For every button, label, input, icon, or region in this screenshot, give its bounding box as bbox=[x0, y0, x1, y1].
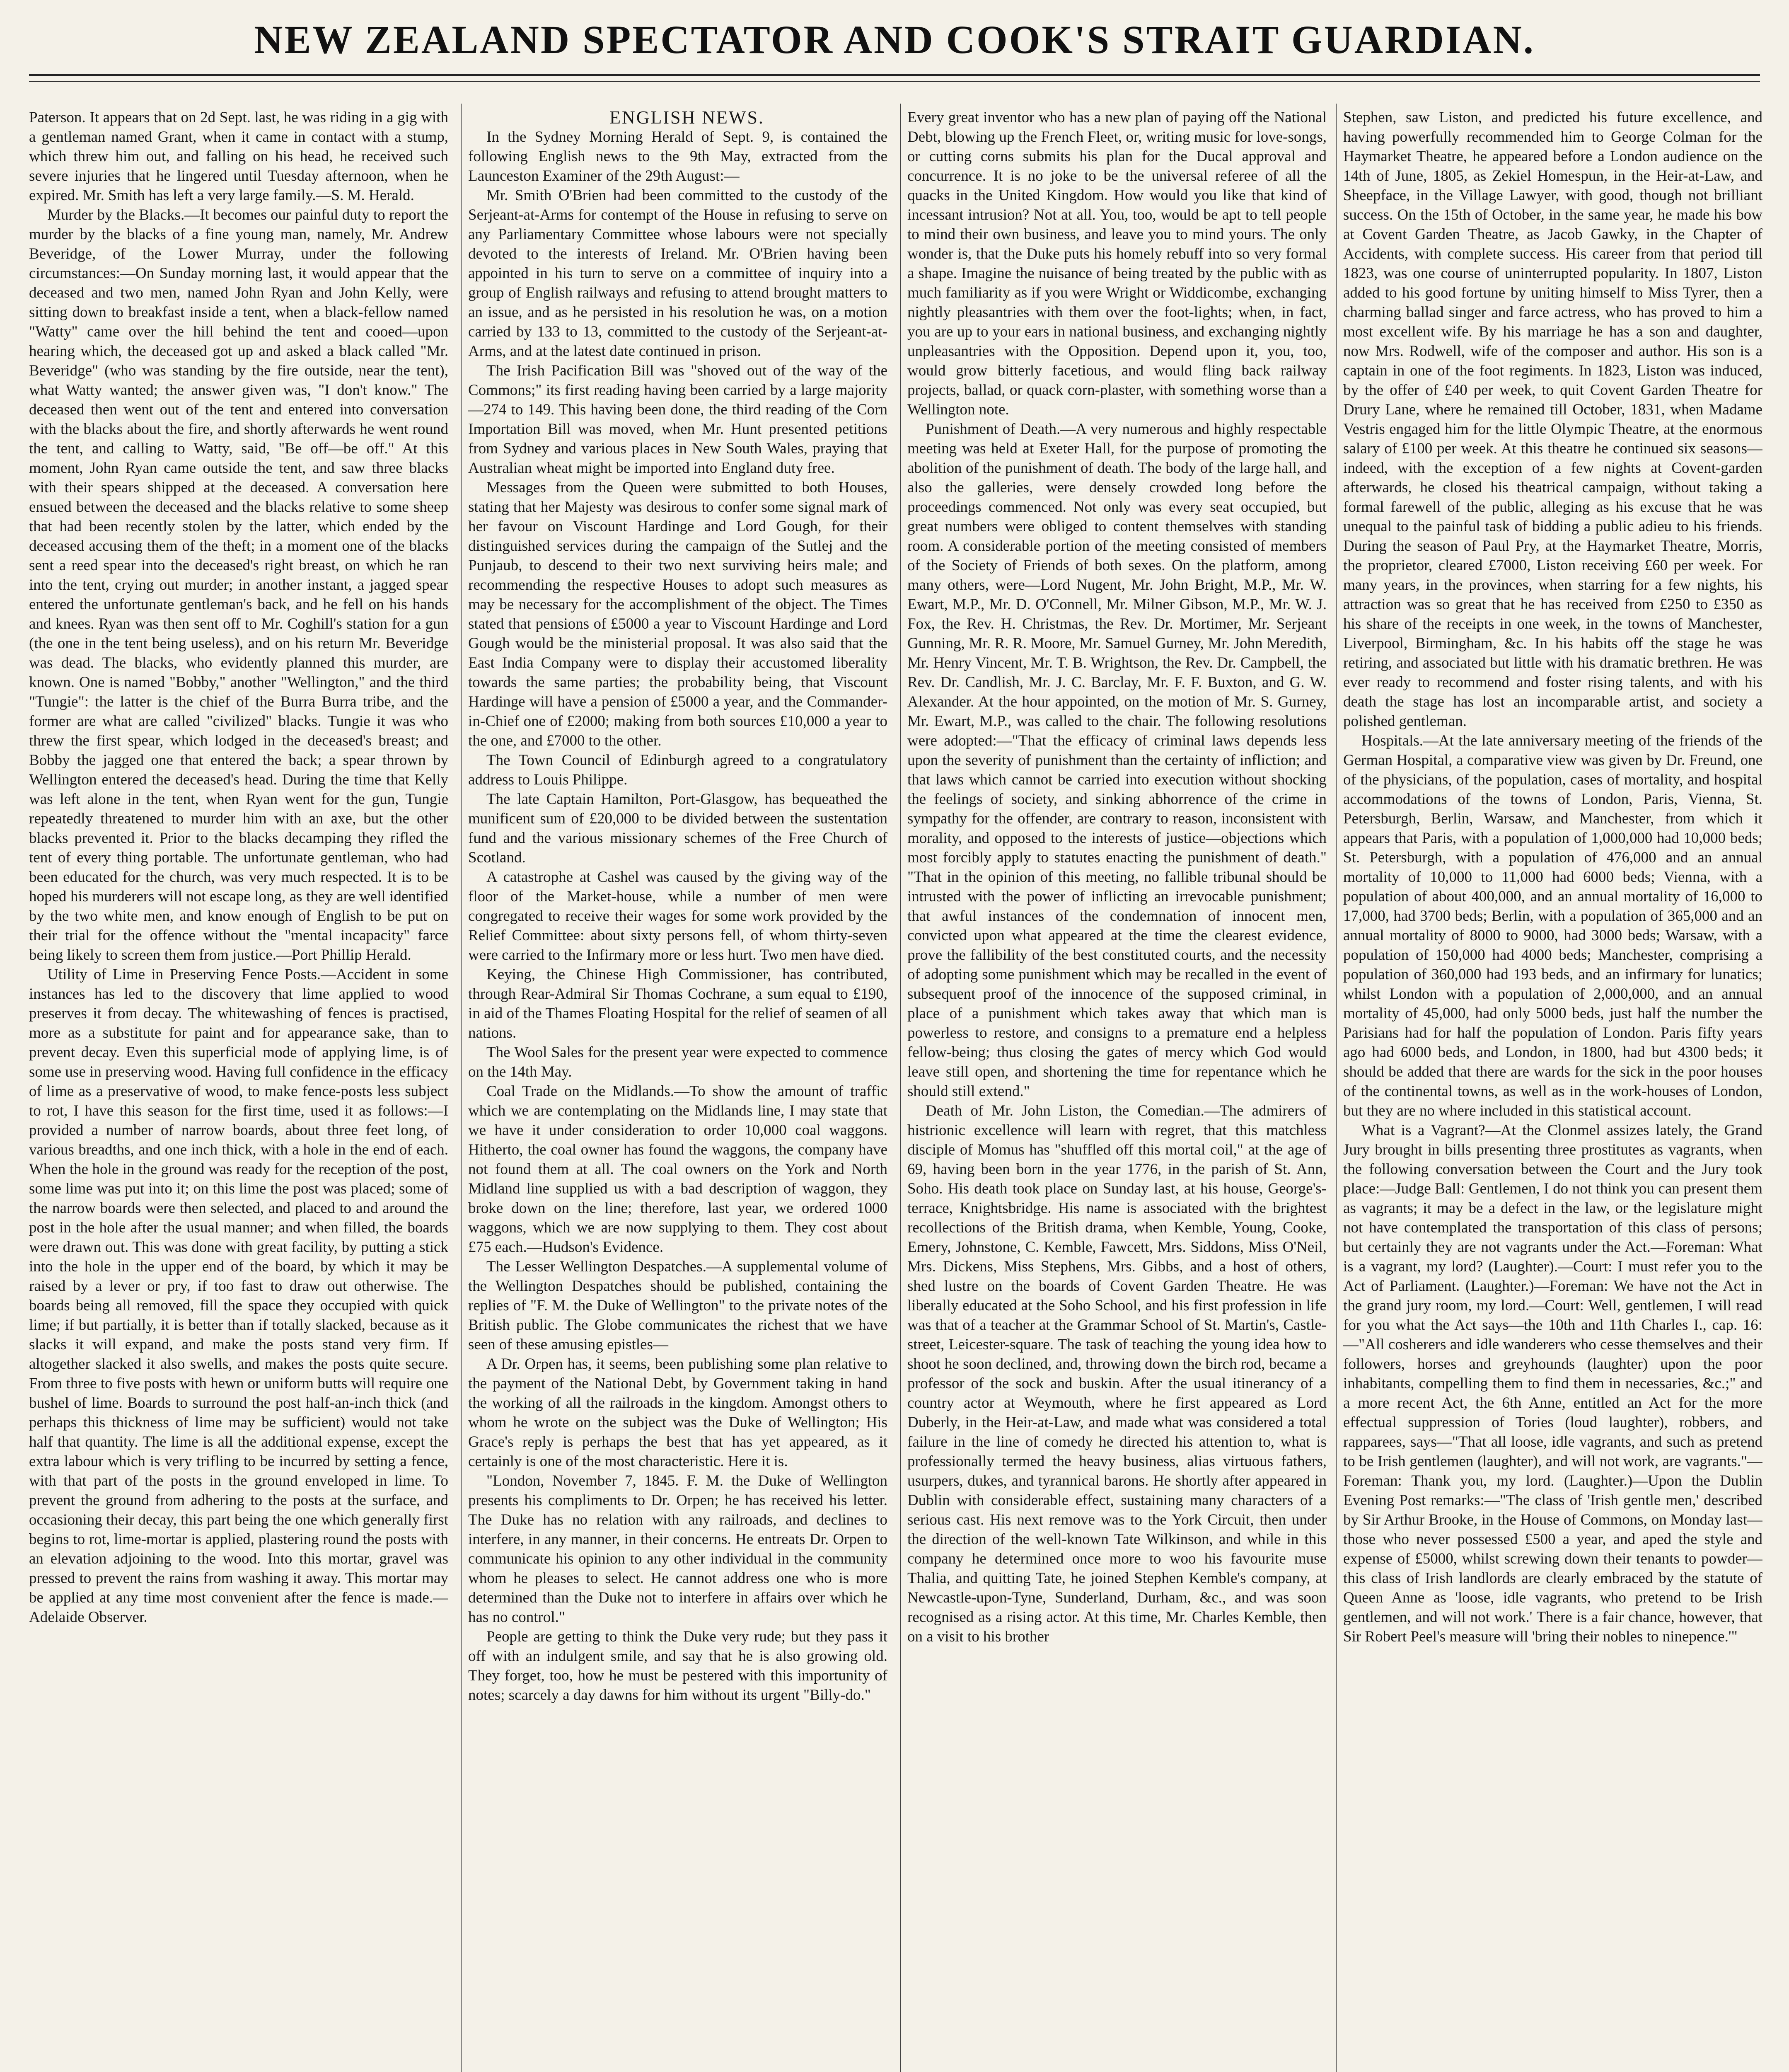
masthead-title: NEW ZEALAND SPECTATOR AND COOK'S STRAIT GUARDIAN. bbox=[254, 17, 1535, 62]
masthead-rule bbox=[29, 74, 1760, 76]
column-divider bbox=[1336, 104, 1337, 2072]
article-quoted-letter: "London, November 7, 1845. F. M. the Duke of Wellington presents his compliments to Dr. Orpen; he has received his letter. The Duke has no relation with any railroads, and declines to interfere, in any manner, in their concerns. He entreats Dr. Orpen to communicate his opinion to any other individual in the community whom he pleases to select. He cannot address one who is more determined than the Duke not to interfere in affairs over which he has no control." bbox=[468, 1472, 887, 1626]
article-paragraph: Paterson. It appears that on 2d Sept. last, he was riding in a gig with a gentleman named Grant, when it came in contact with a stump, which threw him out, and falling on his head, he received such severe injuries that he lingered until Tuesday afternoon, when he expired. Mr. Smith has left a very large family.—S. M. Herald. bbox=[29, 109, 448, 204]
article-coal-trade: Coal Trade on the Midlands.—To show the amount of traffic which we are contemplating on the Midlands line, I may state that we have it under consideration to order 10,000 coal waggons. Hitherto, the coal owner has found the waggons, the company have not found them at all. The coal owners on the York and North Midland line supplied us with a bad description of waggon, they broke down on the line; therefore, last year, we ordered 1000 waggons, which we are now supplying to them. They cost about £75 each.—Hudson's Evidence. bbox=[468, 1083, 887, 1256]
article-murder-by-the-blacks: Murder by the Blacks.—It becomes our painful duty to report the murder by the blacks of a fine young man, namely, Mr. Andrew Beveridge, of the Lower Murray, under the following circumstances:—On Sunday morning last, it would appear that the deceased and two men, named John Ryan and John Kelly, were sitting down to breakfast inside a tent, when a black-fellow named "Watty" came over the hill behind the tent and cooed—upon hearing which, the deceased got up and asked a black called "Mr. Beveridge" (who was standing by the fire outside, near the tent), what Watty wanted; the answer given was, "I don't know." The deceased then went out of the tent and entered into conversation with the blacks about the fire, and shortly afterwards he went round the tent, and calling to Watty, said, "Be off—be off." At this moment, John Ryan came outside the tent, and saw three blacks with their spears shipped at the deceased. A conversation here ensued between the deceased and the blacks relative to some sheep that had been recently stolen by the latter, which ended by the deceased accusing them of the theft; in a moment one of the blacks sent a reed spear into the deceased's right breast, on which he ran into the tent, crying out murder; in another instant, a jagged spear entered the unfortunate gentleman's back, and he fell on his hands and knees. Ryan was then sent off to Mr. Coghill's station for a gun (the one in the tent being useless), and on his return Mr. Beveridge was dead. The blacks, who evidently planned this murder, are known. One is named "Bobby," another "Wellington," and the third "Tungie": the latter is the chief of the Burra Burra tribe, and the former are what are called "civilized" blacks. Tungie it was who threw the first spear, which lodged in the deceased's breast; and Bobby the jagged one that entered the back; a spear thrown by Wellington entered the deceased's head. During the time that Kelly was left alone in the tent, when Ryan went for the gun, Tungie repeatedly threatened to murder him with an axe, but the other blacks prevented it. Prior to the blacks decamping they rifled the tent of every thing portable. The unfortunate gentleman, who had been educated for the church, was very much respected. It is to be hoped his murderers will not escape long, as they are well identified by the two white men, and know enough of English to be put on their trial for the offence without the "mental incapacity" farce being likely to screen them from justice.—Port Phillip Herald. bbox=[29, 206, 448, 963]
column-3 bbox=[907, 108, 1327, 2072]
article-paragraph: Messages from the Queen were submitted to both Houses, stating that her Majesty was desirous to confer some signal mark of her favour on Viscount Hardinge and Lord Gough, for their distinguished services during the campaign of the Sutlej and the Punjaub, to descend to their two next surviving heirs male; and recommending the respective Houses to adopt such measures as may be necessary for the accomplishment of the object. The Times stated that pensions of £5000 a year to Viscount Hardinge and Lord Gough would be the ministerial proposal. It was also said that the East India Company were to display their accustomed liberality towards the same parties; the probability being, that Viscount Hardinge will have a pension of £5000 a year, and the Commander-in-Chief one of £2000; making from both sources £10,000 a year to the one, and £7000 to the other. bbox=[468, 479, 887, 749]
column-divider bbox=[900, 104, 901, 2072]
article-paragraph: In the Sydney Morning Herald of Sept. 9, is contained the following English news to the 9th May, extracted from the Launceston Examiner of the 29th August:— bbox=[468, 128, 887, 184]
article-paragraph: Keying, the Chinese High Commissioner, has contributed, through Rear-Admiral Sir Thomas Cochrane, a sum equal to £190, in aid of the Thames Floating Hospital for the relief of seamen of all nations. bbox=[468, 966, 887, 1041]
column-4 bbox=[1343, 108, 1762, 2072]
section-title-english-news: ENGLISH NEWS. bbox=[609, 108, 764, 128]
column-2 bbox=[468, 108, 887, 2072]
article-paragraph: Every great inventor who has a new plan of paying off the National Debt, blowing up the French Fleet, or, writing music for love-songs, or cutting corns submits his plan for the Ducal approval and concurrence. It is no joke to be the universal referee of all the quacks in the United Kingdom. How would you like that kind of incessant intrusion? Not at all. You, too, would be apt to tell people to mind their own business, and leave you to mind yours. The only wonder is, that the Duke puts his homely rebuff into so very formal a shape. Imagine the nuisance of being treated by the public with as much familiarity as if you were Wright or Widdicombe, exchanging nightly pleasantries with them over the foot-lights; when, in fact, you are up to your ears in national business, and exchanging nightly unpleasantries with the Opposition. Depend upon it, you, too, would grow bitterly facetious, and would fling back railway projects, ballad, or quack corn-plaster, with something worse than a Wellington note. bbox=[907, 109, 1327, 418]
article-wellington-despatches: The Lesser Wellington Despatches.—A supplemental volume of the Wellington Despatches should be published, containing the replies of "F. M. the Duke of Wellington" to the private notes of the British public. The Globe communicates the richest that we have seen of these amusing epistles— bbox=[468, 1258, 887, 1353]
column-1 bbox=[29, 108, 448, 2072]
article-paragraph: The Town Council of Edinburgh agreed to a congratulatory address to Louis Philippe. bbox=[468, 752, 887, 788]
article-utility-of-lime: Utility of Lime in Preserving Fence Posts.—Accident in some instances has led to the discovery that lime applied to wood preserves it from decay. The whitewashing of fences is practised, more as a substitute for paint and for appearance sake, than to prevent decay. Even this superficial mode of applying lime, is of some use in preserving wood. Having full confidence in the efficacy of lime as a preservative of wood, to make fence-posts less subject to rot, I have this season for the first time, used it as follows:—I provided a number of narrow boards, about three feet long, of various breadths, and one inch thick, with a hole in the end of each. When the hole in the ground was ready for the reception of the post, some lime was put into it; on this lime the post was placed; some of the narrow boards were then selected, and placed to and around the post in the hole after the usual manner; and when filled, the boards were drawn out. This was done with great facility, by putting a stick into the hole in the upper end of the board, by which it may be raised by a lever or pry, if too fast to draw out otherwise. The boards being all removed, fill the space they occupied with quick lime; if but partially, it is better than if totally slacked, because as it slacks it will expand, and make the posts stand very firm. If altogether slacked it also swells, and makes the posts quite secure. From three to five posts with hewn or uniform butts will require one bushel of lime. Boards to surround the post half-an-inch thick (and perhaps this thickness of lime may be sufficient) would not take half that quantity. The lime is all the additional expense, except the extra labour which is very trifling to be incurred by setting a fence, with that part of the posts in the ground enveloped in lime. To prevent the ground from adhering to the posts at the surface, and occasioning their decay, this part being the one which generally first begins to rot, lime-mortar is applied, plastering round the posts with an elevation adjoining to the wood. Into this mortar, gravel was pressed to prevent the rains from washing it away. This mortar may be applied at any time most convenient after the fence is made.—Adelaide Observer. bbox=[29, 966, 448, 1626]
masthead-rule-thin bbox=[29, 81, 1760, 82]
column-divider bbox=[461, 104, 462, 2072]
article-paragraph: People are getting to think the Duke very rude; but they pass it off with an indulgent smile, and say that he is also growing old. They forget, too, how he must be pestered with this importunity of notes; scarcely a day dawns for him without its urgent "Billy-do." bbox=[468, 1628, 887, 1704]
article-paragraph: The Irish Pacification Bill was "shoved out of the way of the Commons;" its first reading having been carried by a large majority—274 to 149. This having been done, the third reading of the Corn Importation Bill was moved, when Mr. Hunt presented petitions from Sydney and various places in New South Wales, praying that Australian wheat might be imported into England duty free. bbox=[468, 362, 887, 477]
article-paragraph: The late Captain Hamilton, Port-Glasgow, has bequeathed the munificent sum of £20,000 to be divided between the sustentation fund and the various missionary schemes of the Free Church of Scotland. bbox=[468, 791, 887, 866]
article-hospitals: Hospitals.—At the late anniversary meeting of the friends of the German Hospital, a comparative view was given by Dr. Freund, one of the physicians, of the population, cases of mortality, and hospital accommodations of the towns of London, Paris, Vienna, St. Petersburgh, Berlin, Warsaw, and Manchester, from which it appears that Paris, with a population of 1,000,000 had 10,000 beds; St. Petersburgh, with a population of 476,000 and an annual mortality of 10,000 to 11,000 had 6000 beds; Vienna, with a population of about 400,000, and an annual mortality of 16,000 to 17,000, had 3700 beds; Berlin, with a population of 365,000 and an annual mortality of 8000 to 9000, had 3000 beds; Warsaw, with a population of 150,000 had 4000 beds; Manchester, comprising a population of 360,000 had 193 beds, and an infirmary for lunatics; whilst London with a population of 2,000,000, and an annual mortality of 45,000, had only 5000 beds, just half the number the Parisians had for half the population of London. Paris fifty years ago had 6000 beds, and London, in 1800, had but 4300 beds; it should be added that there are wards for the sick in the poor houses of the continental towns, as well as in the work-houses of London, but they are no where included in this statistical account. bbox=[1343, 732, 1762, 1119]
article-death-of-liston: Death of Mr. John Liston, the Comedian.—The admirers of histrionic excellence will learn with regret, that this matchless disciple of Momus has "shuffled off this mortal coil," at the age of 69, having been born in the year 1776, in the parish of St. Ann, Soho. His death took place on Sunday last, at his house, George's-terrace, Knightsbridge. His name is associated with the brightest recollections of the British drama, when Kemble, Young, Cooke, Emery, Johnstone, C. Kemble, Fawcett, Mrs. Siddons, Miss O'Neil, Mrs. Dickens, Miss Stephens, Mrs. Gibbs, and a host of others, shed lustre on the boards of Covent Garden Theatre. He was liberally educated at the Soho School, and his first profession in life was that of a teacher at the Grammar School of St. Martin's, Castle-street, Leicester-square. The task of teaching the young idea how to shoot he soon declined, and, throwing down the birch rod, became a professor of the sock and buskin. After the usual itinerancy of a country actor at Weymouth, where he first appeared as Lord Duberly, in the Heir-at-Law, and made what was considered a total failure in the line of comedy he directed his attention to, what is professionally termed the heavy business, alias virtuous fathers, usurpers, dukes, and tyrannical barons. He shortly after appeared in Dublin with considerable effect, sustaining many characters of a serious cast. His next remove was to the York Circuit, then under the direction of the well-known Tate Wilkinson, and while in this company he determined once more to woo his favourite muse Thalia, and quitting Tate, he joined Stephen Kemble's company, at Newcastle-upon-Tyne, Sunderland, Durham, &c., and was soon recognised as a rising actor. At this time, Mr. Charles Kemble, then on a visit to his brother bbox=[907, 1102, 1327, 1645]
article-what-is-a-vagrant: What is a Vagrant?—At the Clonmel assizes lately, the Grand Jury brought in bills presenting three prostitutes as vagrants, when the following conversation between the Court and the Jury took place:—Judge Ball: Gentlemen, I do not think you can present them as vagrants; it may be a defect in the law, or the legislature might not have contemplated the transportation of this class of persons; but certainly they are not vagrants under the Act.—Foreman: What is a vagrant, my lord? (Laughter).—Court: I must refer you to the Act of Parliament. (Laughter.)—Foreman: We have not the Act in the grand jury room, my lord.—Court: Well, gentlemen, I will read for you what the Act says—the 10th and 11th Charles I., cap. 16:—"All cosherers and idle wanderers who cesse themselves and their followers, horses and greyhounds (laughter) upon the poor inhabitants, compelling them to find them in necessaries, &c.;" and a more recent Act, the 6th Anne, entitled an Act for the more effectual suppression of Tories (loud laughter), robbers, and rapparees, says—"That all loose, idle vagrants, and such as pretend to be Irish gentlemen (laughter), and will not work, are vagrants."—Foreman: Thank you, my lord. (Laughter.)—Upon the Dublin Evening Post remarks:—"The class of 'Irish gentle men,' described by Sir Arthur Brooke, in the House of Commons, on Monday last—those who never possessed £500 a year, and aped the style and expense of £5000, whilst screwing down their tenants to powder—this class of Irish landlords are clearly embraced by the statute of Queen Anne as 'loose, idle vagrants, who pretend to be Irish gentlemen, and will not work.' There is a fair chance, however, that Sir Robert Peel's measure will 'bring their nobles to ninepence.'" bbox=[1343, 1122, 1762, 1645]
article-punishment-of-death: Punishment of Death.—A very numerous and highly respectable meeting was held at Exeter Hall, for the purpose of promoting the abolition of the punishment of death. The body of the large hall, and also the galleries, were densely crowded long before the proceedings commenced. Not only was every seat occupied, but great numbers were obliged to content themselves with standing room. A considerable portion of the meeting consisted of members of the Society of Friends of both sexes. On the platform, among many others, were—Lord Nugent, Mr. John Bright, M.P., Mr. W. Ewart, M.P., Mr. D. O'Connell, Mr. Milner Gibson, M.P., Mr. W. J. Fox, the Rev. H. Christmas, the Rev. Dr. Mortimer, Mr. Serjeant Gunning, Mr. R. R. Moore, Mr. Samuel Gurney, Mr. John Meredith, Mr. Henry Vincent, Mr. T. B. Wrightson, the Rev. Dr. Campbell, the Rev. Dr. Candlish, Mr. J. C. Barclay, Mr. F. F. Buxton, and G. W. Alexander. At the hour appointed, on the motion of Mr. S. Gurney, Mr. Ewart, M.P., was called to the chair. The following resolutions were adopted:—"That the efficacy of criminal laws depends less upon the severity of punishment than the certainty of infliction; and that laws which cannot be carried into execution without shocking the feelings of society, and sinking abhorrence of the crime in sympathy for the offender, are contrary to reason, inconsistent with morality, and opposed to the interests of justice—objections which most forcibly apply to statutes enacting the punishment of death." "That in the opinion of this meeting, no fallible tribunal should be intrusted with the power of inflicting an irrevocable punishment; that awful instances of the condemnation of innocent men, convicted upon what appeared at the time the clearest evidence, prove the fallibility of the best constituted courts, and the necessity of adopting some punishment which may be recalled in the event of subsequent proof of the innocence of the supposed criminal, in place of a punishment which takes away that which man is powerless to restore, and consigns to a premature end a helpless fellow-being; thus closing the gates of mercy which God would leave still open, and shortening the time for repentance which he should still extend." bbox=[907, 421, 1327, 1100]
article-paragraph: The Wool Sales for the present year were expected to commence on the 14th May. bbox=[468, 1044, 887, 1080]
article-paragraph: Stephen, saw Liston, and predicted his future excellence, and having powerfully recommended him to George Colman for the Haymarket Theatre, he appeared before a London audience on the 14th of June, 1805, as Zekiel Homespun, in the Heir-at-Law, and Sheepface, in the Village Lawyer, with good, though not brilliant success. On the 15th of October, in the same year, he made his bow at Covent Garden Theatre, as Jacob Gawky, in the Chapter of Accidents, with complete success. His career from that period till 1823, was one course of uninterrupted popularity. In 1807, Liston added to his good fortune by uniting himself to Miss Tyrer, then a charming ballad singer and farce actress, who has proved to him a most excellent wife. By his marriage he has a son and daughter, now Mrs. Rodwell, wife of the composer and author. His son is a captain in one of the foot regiments. In 1823, Liston was induced, by the offer of £40 per week, to quit Covent Garden Theatre for Drury Lane, where he remained till October, 1831, when Madame Vestris engaged him for the little Olympic Theatre, at the enormous salary of £100 per week. At this theatre he continued six seasons—indeed, with the exception of a few nights at Covent-garden afterwards, he closed his theatrical campaign, without taking a formal farewell of the public, alleging as his excuse that he was unequal to the painful task of bidding a public adieu to his friends. During the season of Paul Pry, at the Haymarket Theatre, Morris, the proprietor, cleared £7000, Liston receiving £60 per week. For many years, in the provinces, when starring for a few nights, his attraction was so great that he has received from £250 to £350 as his share of the receipts in one week, in the towns of Manchester, Liverpool, Birmingham, &c. In his habits off the stage he was retiring, and associated but little with his dramatic brethren. He was ever ready to recommend and foster rising talents, and with his death the stage has lost an incomparable artist, and society a polished gentleman. bbox=[1343, 109, 1762, 730]
article-paragraph: Mr. Smith O'Brien had been committed to the custody of the Serjeant-at-Arms for contempt of the House in refusing to serve on any Parliamentary Committee whose labours were not specially devoted to the interests of Ireland. Mr. O'Brien having been appointed in his turn to serve on a committee of inquiry into a group of English railways and refusing to attend brought matters to an issue, and as he persisted in his resolution he was, on a motion carried by 133 to 13, committed to the custody of the Serjeant-at-Arms, and at the latest date continued in prison. bbox=[468, 187, 887, 360]
article-paragraph: A catastrophe at Cashel was caused by the giving way of the floor of the Market-house, while a number of men were congregated to receive their wages for some work provided by the Relief Committee: about sixty persons fell, of whom thirty-seven were carried to the Infirmary more or less hurt. Two men have died. bbox=[468, 869, 887, 963]
article-paragraph: A Dr. Orpen has, it seems, been publishing some plan relative to the payment of the National Debt, by Government taking in hand the working of all the railroads in the kingdom. Amongst others to whom he wrote on the subject was the Duke of Wellington; His Grace's reply is perhaps the best that has yet appeared, as it certainly is one of the most characteristic. Here it is. bbox=[468, 1356, 887, 1470]
